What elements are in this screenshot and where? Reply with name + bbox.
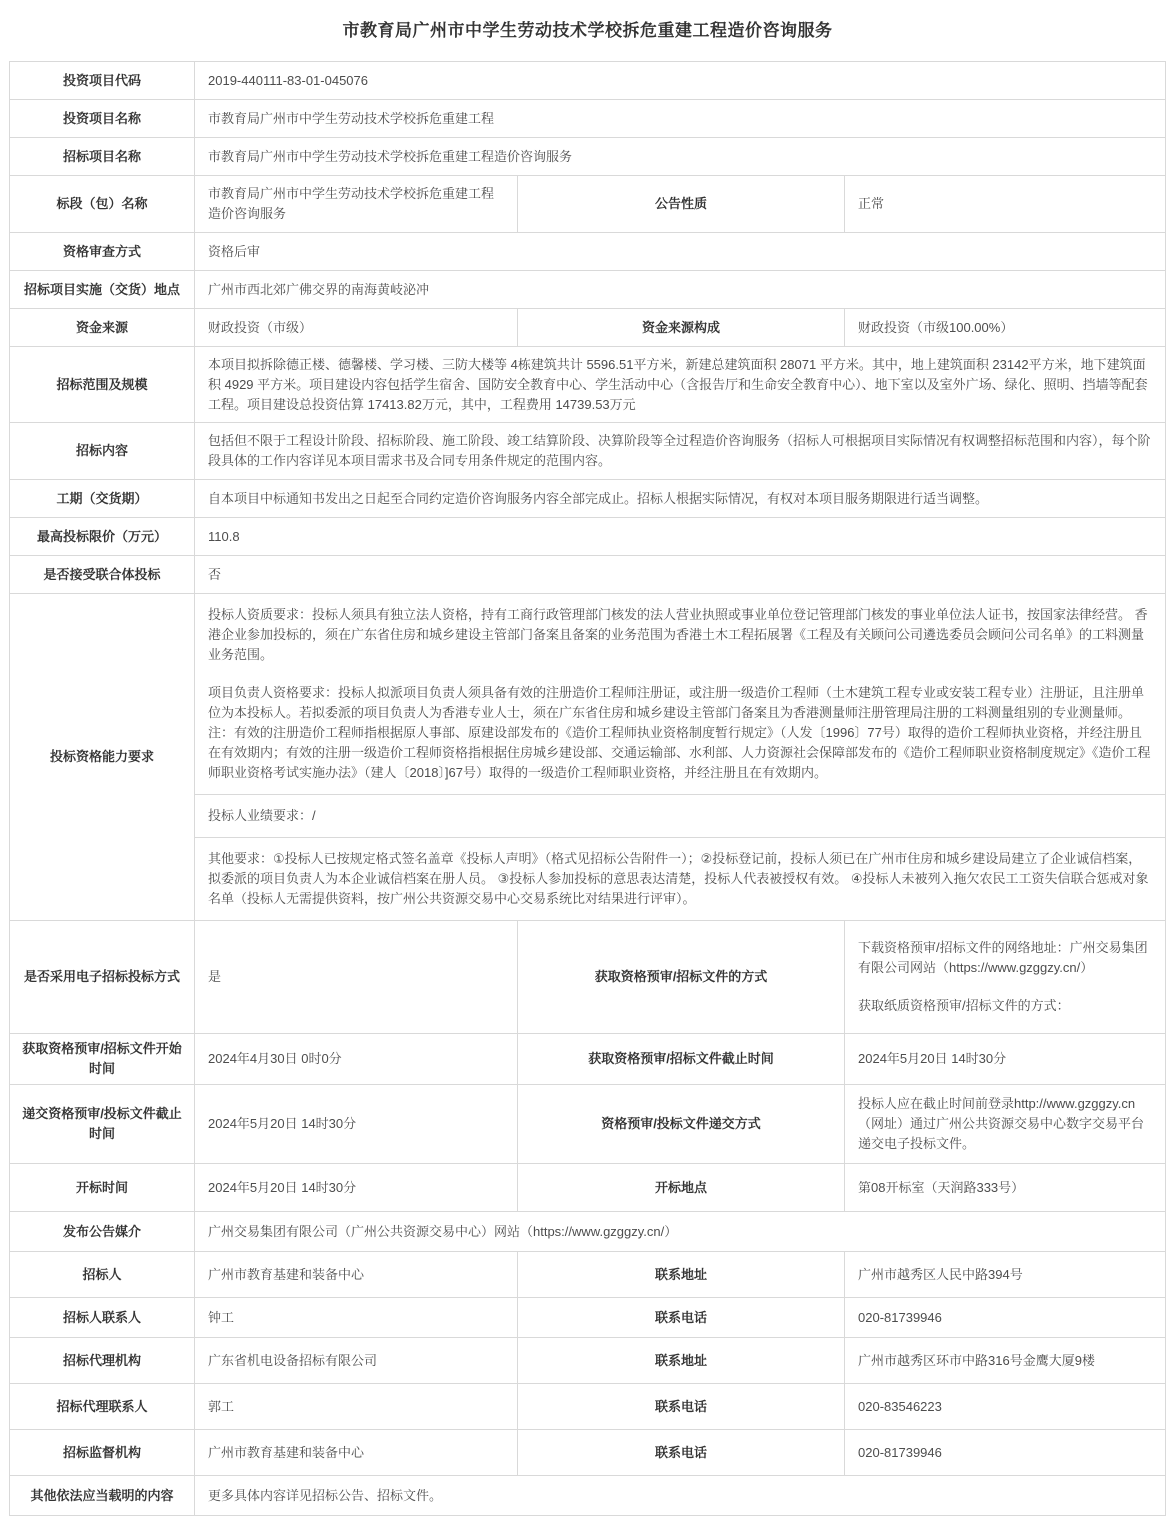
funds-composition-value: 财政投资（市级100.00%） (845, 309, 1166, 347)
submit-method-label: 资格预审/投标文件递交方式 (518, 1085, 845, 1164)
submit-deadline-value: 2024年5月20日 14时30分 (195, 1085, 518, 1164)
other-requirements-section (195, 837, 1165, 920)
invest-name-value: 市教育局广州市中学生劳动技术学校拆危重建工程 (195, 100, 1166, 138)
content-value: 包括但不限于工程设计阶段、招标阶段、施工阶段、竣工结算阶段、决算阶段等全过程造价咨询服务（招标人可根据项目实际情况有权调整招标范围和内容），每个阶段具体的工作内容详见本项目需求书及合同专用条件规定的范围内容。 (195, 423, 1166, 480)
row-tenderer-contact (10, 1298, 1166, 1338)
doc-obtain-download-address: 下载资格预审/招标文件的网络地址：广州交易集团有限公司网站（https://www.gzggzy.cn/） (858, 940, 1148, 975)
location-label: 招标项目实施（交货）地点 (10, 271, 195, 309)
qualification-review-label: 资格审查方式 (10, 233, 195, 271)
row-funds (10, 309, 1166, 347)
row-qualification-review (10, 233, 1166, 271)
row-agency-contact (10, 1384, 1166, 1430)
doc-start-time-value: 2024年4月30日 0时0分 (195, 1034, 518, 1085)
tenderer-value: 广州市教育基建和装备中心 (195, 1252, 518, 1298)
funds-label: 资金来源 (10, 309, 195, 347)
row-invest-code (10, 62, 1166, 100)
location-value: 广州市西北郊广佛交界的南海黄岐泌冲 (195, 271, 1166, 309)
notice-nature-value: 正常 (845, 176, 1166, 233)
performance-requirement-paragraph: 投标人业绩要求：/ (208, 808, 316, 823)
project-leader-qualification-paragraph: 项目负责人资格要求：投标人拟派项目负责人须具备有效的注册造价工程师注册证，或注册一级造价工程师（土木建筑工程专业或安装工程专业）注册证，且注册单位为本投标人。若拟委派的项目负责人为香港专业人士，须在广东省住房和城乡建设主管部门备案且为香港测量师注册管理局注册的工料测量组别的专业测量师。 注：有效的注册造价工程师指根据原人事部、原建设部发布的《造价工程师执业资格制度暂行规定》（人发〔1996〕77号）取得的造价工程师执业资格，并经注册且在有效期内；有效的注册一级造价工程师资格指根据住房城乡建设部、交通运输部、水利部、人力资源社会保障部发布的《造价工程师职业资格制度规定》《造价工程师职业资格考试实施办法》（建人〔2018〕]67号）取得的一级造价工程师职业资格，并经注册且在有效期内。 (208, 685, 1151, 780)
tenderer-contact-label: 招标人联系人 (10, 1298, 195, 1338)
row-e-bidding (10, 921, 1166, 1034)
tender-name-value: 市教育局广州市中学生劳动技术学校拆危重建工程造价咨询服务 (195, 138, 1166, 176)
row-submit-deadline (10, 1085, 1166, 1164)
row-doc-start-time (10, 1034, 1166, 1085)
agency-phone-value: 020-83546223 (845, 1384, 1166, 1430)
invest-name-label: 投资项目名称 (10, 100, 195, 138)
agency-value: 广东省机电设备招标有限公司 (195, 1338, 518, 1384)
submit-deadline-label: 递交资格预审/投标文件截止时间 (10, 1085, 195, 1164)
doc-obtain-value (845, 921, 1166, 1034)
qualification-requirements-value (195, 594, 1166, 921)
open-place-label: 开标地点 (518, 1164, 845, 1212)
row-content (10, 423, 1166, 480)
tenderer-address-value: 广州市越秀区人民中路394号 (845, 1252, 1166, 1298)
doc-start-time-label: 获取资格预审/招标文件开始时间 (10, 1034, 195, 1085)
tenderer-contact-value: 钟工 (195, 1298, 518, 1338)
funds-value: 财政投资（市级） (195, 309, 518, 347)
content-label: 招标内容 (10, 423, 195, 480)
row-agency (10, 1338, 1166, 1384)
funds-composition-label: 资金来源构成 (518, 309, 845, 347)
row-location (10, 271, 1166, 309)
section-label: 标段（包）名称 (10, 176, 195, 233)
tenderer-address-label: 联系地址 (518, 1252, 845, 1298)
doc-obtain-label: 获取资格预审/招标文件的方式 (518, 921, 845, 1034)
max-price-label: 最高投标限价（万元） (10, 518, 195, 556)
agency-label: 招标代理机构 (10, 1338, 195, 1384)
row-tender-name (10, 138, 1166, 176)
row-media (10, 1212, 1166, 1252)
row-supervisor (10, 1430, 1166, 1476)
agency-address-value: 广州市越秀区环市中路316号金鹰大厦9楼 (845, 1338, 1166, 1384)
bidder-qualification-paragraph: 投标人资质要求：投标人须具有独立法人资格，持有工商行政管理部门核发的法人营业执照或事业单位登记管理部门核发的事业单位法人证书，按国家法律经营。 香港企业参加投标的，须在广东省住房和城乡建设主管部门备案且备案的业务范围为香港土木工程拓展署《工程及有关顾问公司遴选委员会顾问公司名单》的工料测量业务范围。 (208, 607, 1148, 662)
agency-contact-label: 招标代理联系人 (10, 1384, 195, 1430)
open-time-value: 2024年5月20日 14时30分 (195, 1164, 518, 1212)
row-invest-name (10, 100, 1166, 138)
tender-info-table (9, 61, 1166, 1516)
invest-code-value: 2019-440111-83-01-045076 (195, 62, 1166, 100)
tenderer-phone-label: 联系电话 (518, 1298, 845, 1338)
section-value: 市教育局广州市中学生劳动技术学校拆危重建工程造价咨询服务 (195, 176, 518, 233)
notice-nature-label: 公告性质 (518, 176, 845, 233)
other-content-label: 其他依法应当载明的内容 (10, 1476, 195, 1516)
agency-phone-label: 联系电话 (518, 1384, 845, 1430)
row-other-content (10, 1476, 1166, 1516)
agency-contact-value: 郭工 (195, 1384, 518, 1430)
other-requirements-paragraph: 其他要求：①投标人已按规定格式签名盖章《投标人声明》（格式见招标公告附件一）；②投标登记前，投标人须已在广州市住房和城乡建设局建立了企业诚信档案，拟委派的项目负责人为本企业诚信档案在册人员。 ③投标人参加投标的意思表达清楚，投标人代表被授权有效。 ④投标人未被列入拖欠农民工工资失信联合惩戒对象名单（投标人无需提供资料，按广州公共资源交易中心交易系统比对结果进行评审）。 (208, 851, 1149, 906)
supervisor-label: 招标监督机构 (10, 1430, 195, 1476)
tenderer-phone-value: 020-81739946 (845, 1298, 1166, 1338)
row-open-time (10, 1164, 1166, 1212)
supervisor-phone-label: 联系电话 (518, 1430, 845, 1476)
qualification-requirements-label: 投标资格能力要求 (10, 594, 195, 921)
submit-method-value: 投标人应在截止时间前登录http://www.gzggzy.cn（网址）通过广州公共资源交易中心数字交易平台递交电子投标文件。 (845, 1085, 1166, 1164)
invest-code-label: 投资项目代码 (10, 62, 195, 100)
supervisor-value: 广州市教育基建和装备中心 (195, 1430, 518, 1476)
doc-deadline-value: 2024年5月20日 14时30分 (845, 1034, 1166, 1085)
max-price-value: 110.8 (195, 518, 1166, 556)
row-max-price (10, 518, 1166, 556)
page-title: 市教育局广州市中学生劳动技术学校拆危重建工程造价咨询服务 (342, 21, 833, 40)
doc-obtain-paper-method: 获取纸质资格预审/招标文件的方式： (858, 998, 1070, 1013)
doc-deadline-label: 获取资格预审/招标文件截止时间 (518, 1034, 845, 1085)
other-content-value: 更多具体内容详见招标公告、招标文件。 (195, 1476, 1166, 1516)
row-joint-venture (10, 556, 1166, 594)
row-qualification-requirements (10, 594, 1166, 921)
supervisor-phone-value: 020-81739946 (845, 1430, 1166, 1476)
scope-value: 本项目拟拆除德正楼、德馨楼、学习楼、三防大楼等 4栋建筑共计 5596.51平方米，新建总建筑面积 28071 平方米。其中，地上建筑面积 23142平方米，地下建筑面积 4929 平方米。项目建设内容包括学生宿舍、国防安全教育中心、学生活动中心（含报告厅和生命安全教育中心）、地下室以及室外广场、绿化、照明、挡墙等配套工程。项目建设总投资估算 17413.82万元，其中，工程费用 14739.53万元 (195, 347, 1166, 423)
agency-address-label: 联系地址 (518, 1338, 845, 1384)
row-duration (10, 480, 1166, 518)
joint-venture-label: 是否接受联合体投标 (10, 556, 195, 594)
media-value: 广州交易集团有限公司（广州公共资源交易中心）网站（https://www.gzggzy.cn/） (195, 1212, 1166, 1252)
e-bidding-label: 是否采用电子招标投标方式 (10, 921, 195, 1034)
scope-label: 招标范围及规模 (10, 347, 195, 423)
row-section (10, 176, 1166, 233)
open-time-label: 开标时间 (10, 1164, 195, 1212)
media-label: 发布公告媒介 (10, 1212, 195, 1252)
duration-label: 工期（交货期） (10, 480, 195, 518)
row-tenderer (10, 1252, 1166, 1298)
qualification-review-value: 资格后审 (195, 233, 1166, 271)
tender-name-label: 招标项目名称 (10, 138, 195, 176)
joint-venture-value: 否 (195, 556, 1166, 594)
qualification-requirements-main (195, 594, 1165, 794)
row-scope (10, 347, 1166, 423)
performance-requirement-section (195, 794, 1165, 837)
e-bidding-value: 是 (195, 921, 518, 1034)
tenderer-label: 招标人 (10, 1252, 195, 1298)
open-place-value: 第08开标室（天润路333号） (845, 1164, 1166, 1212)
duration-value: 自本项目中标通知书发出之日起至合同约定造价咨询服务内容全部完成止。招标人根据实际情况，有权对本项目服务期限进行适当调整。 (195, 480, 1166, 518)
